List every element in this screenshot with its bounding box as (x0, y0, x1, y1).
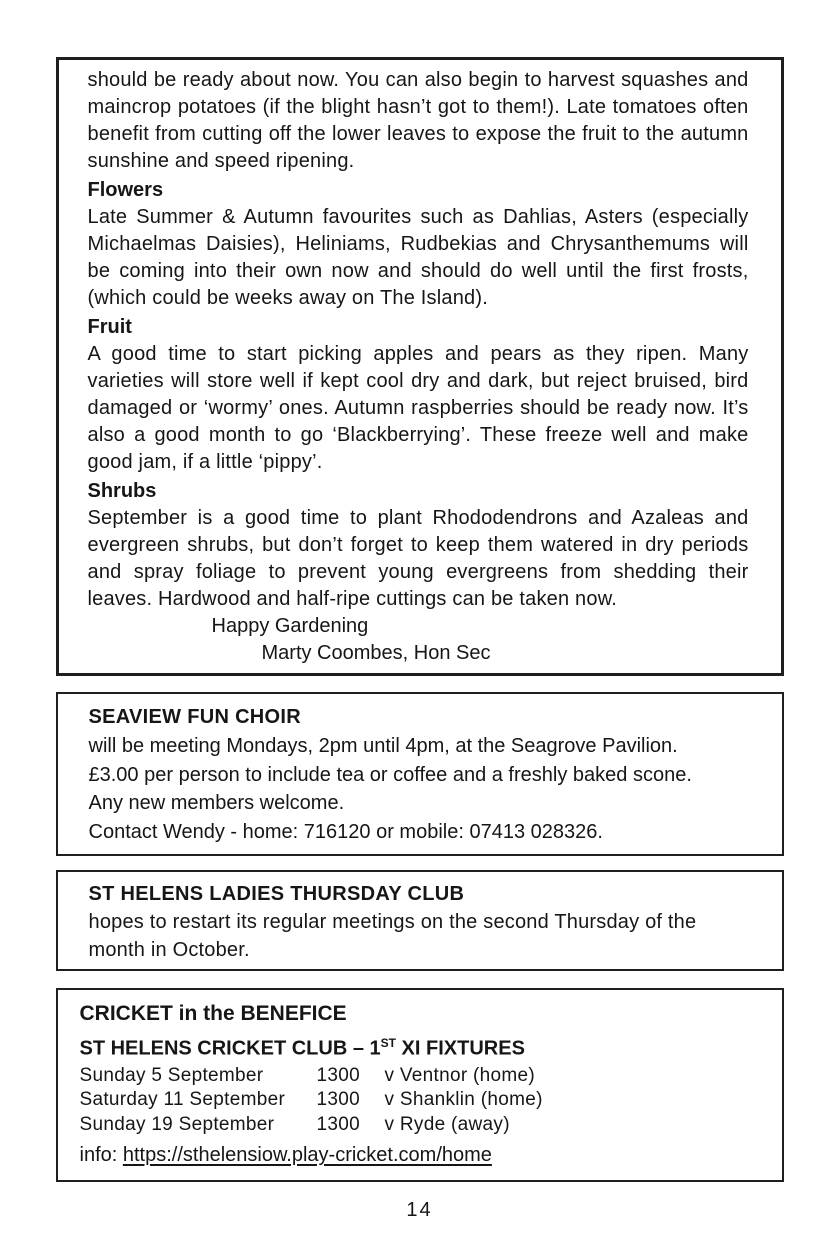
fixture-date: Sunday 19 September (79, 1113, 275, 1135)
section-heading-shrubs: Shrubs (87, 480, 157, 502)
fixture-row (80, 1064, 756, 1089)
section-heading-flowers: Flowers (87, 179, 164, 201)
cricket-subtitle-ordinal: ST (380, 1036, 396, 1050)
fixture-opponent: v Ventnor (home) (384, 1064, 536, 1086)
gardening-intro-paragraph: should be ready about now. You can also begin to harvest squashes and maincrop potatoes (if the blight hasn’t got to them!). Late tomatoes often benefit from cutting off the lower leaves to expose the fruit to the autumn sunshine and speed ripening. (87, 69, 749, 172)
ladies-club-title: ST HELENS LADIES THURSDAY CLUB (88, 883, 465, 905)
choir-line-price: £3.00 per person to include tea or coffee and a freshly baked scone. (88, 763, 692, 786)
ladies-club-box (56, 870, 784, 971)
section-body-fruit: A good time to start picking apples and pears as they ripen. Many varieties will store well if kept cool dry and dark, but reject bruised, bird damaged or ‘wormy’ ones. Autumn raspberries should be ready now. It’s also a good month to go ‘Blackberrying’. These freeze well and make good jam, if a little ‘pippy’. (87, 343, 749, 473)
section-body-shrubs: September is a good time to plant Rhododendrons and Azaleas and evergreen shrubs, but don’t forget to keep them watered in dry periods and spray foliage to prevent young evergreens from shedding their leaves. Hardwood and half-ripe cuttings can be taken now. (87, 507, 749, 610)
choir-line-contact: Contact Wendy - home: 716120 or mobile: 07413 028326. (88, 820, 603, 843)
fixture-time: 1300 (316, 1064, 360, 1086)
choir-line-members: Any new members welcome. (88, 792, 345, 814)
gardening-article-box (56, 57, 784, 676)
cricket-info-line (80, 1142, 756, 1169)
fixture-time: 1300 (316, 1113, 360, 1135)
signoff-happy-gardening: Happy Gardening (211, 615, 369, 637)
fixture-row (80, 1088, 756, 1113)
fixture-date: Sunday 5 September (79, 1064, 264, 1086)
cricket-box (56, 988, 784, 1182)
cricket-info-link[interactable]: https://sthelensiow.play-cricket.com/home (122, 1144, 492, 1167)
cricket-subtitle (80, 1028, 756, 1064)
fixture-time: 1300 (316, 1089, 360, 1111)
fixture-opponent: v Shanklin (home) (384, 1089, 543, 1111)
fixture-row (80, 1113, 756, 1138)
section-body-flowers: Late Summer & Autumn favourites such as Dahlias, Asters (especially Michaelmas Daisies), Heliniams, Rudbekias and Chrysanthemums will be coming into their own now and should do well until the first frosts, (which could be weeks away on The Island). (87, 206, 749, 309)
seaview-fun-choir-box (56, 692, 784, 856)
newsletter-page (0, 57, 839, 1248)
fixture-date: Saturday 11 September (79, 1089, 286, 1111)
cricket-info-label: info: (79, 1144, 123, 1167)
section-heading-fruit: Fruit (87, 316, 132, 338)
choir-line-meeting: will be meeting Mondays, 2pm until 4pm, at the Seagrove Pavilion. (88, 735, 678, 757)
signoff-author: Marty Coombes, Hon Sec (261, 642, 491, 664)
cricket-subtitle-suffix: XI FIXTURES (396, 1037, 525, 1060)
cricket-title: CRICKET in the BENEFICE (79, 1002, 347, 1025)
ladies-club-body: hopes to restart its regular meetings on the second Thursday of the month in October. (88, 911, 697, 961)
cricket-subtitle-prefix: ST HELENS CRICKET CLUB – 1 (79, 1037, 381, 1060)
page-number: 14 (406, 1199, 433, 1222)
fixture-opponent: v Ryde (away) (384, 1113, 510, 1135)
choir-title: SEAVIEW FUN CHOIR (88, 706, 302, 728)
